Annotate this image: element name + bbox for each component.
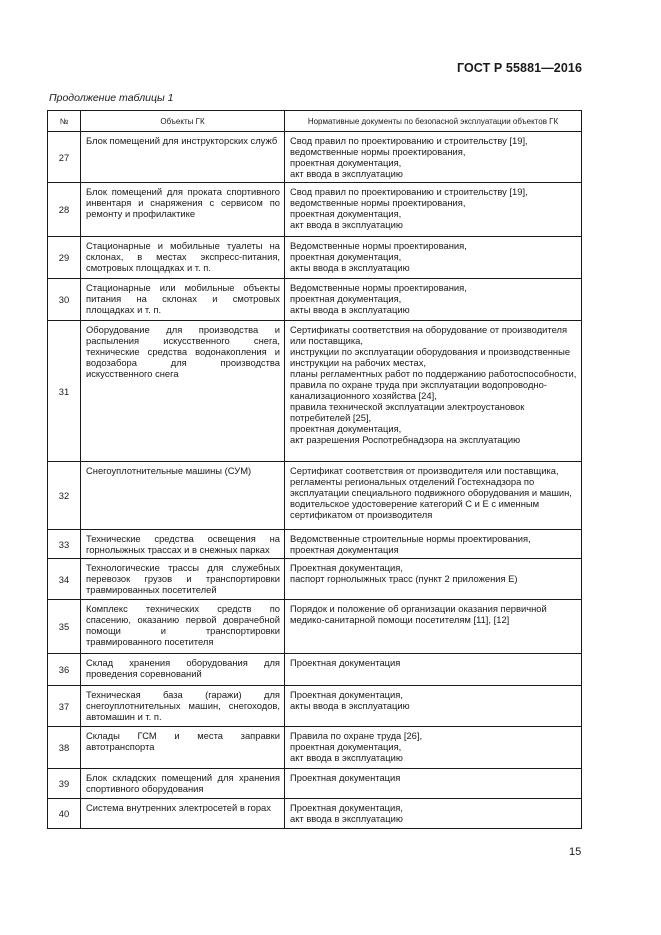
document-entry: паспорт горнолыжных трасс (пункт 2 приложения Е) [290, 573, 518, 584]
row-documents [285, 654, 582, 686]
row-documents [285, 279, 582, 321]
row-number: 30 [48, 279, 81, 321]
document-entry: Ведомственные строительные нормы проектирования, [290, 533, 531, 544]
document-entry: Проектная документация, [290, 562, 403, 573]
header-documents: Нормативные документы по безопасной эксплуатации объектов ГК [285, 111, 582, 132]
document-entry: акт ввода в эксплуатацию [290, 813, 403, 824]
row-number: 37 [48, 686, 81, 727]
document-entry: Свод правил по проектированию и строительству [19], [290, 186, 528, 197]
document-entry: проектная документация, [290, 208, 402, 219]
row-object: Технические средства освещения на горнолыжных трассах и в снежных парках [81, 530, 285, 559]
document-entry: Проектная документация, [290, 689, 403, 700]
row-object: Снегоуплотнительные машины (СУМ) [81, 462, 285, 530]
document-entry: Сертификаты соответствия на оборудование от производителя или поставщика, [290, 324, 568, 346]
document-entry: акты ввода в эксплуатацию [290, 262, 410, 273]
row-object: Блок складских помещений для хранения спортивного оборудования [81, 769, 285, 799]
header-number: № [48, 111, 81, 132]
row-documents [285, 799, 582, 829]
table-row [48, 321, 582, 462]
table-row [48, 559, 582, 600]
row-documents [285, 686, 582, 727]
document-entry: акты ввода в эксплуатацию [290, 304, 410, 315]
header-objects: Объекты ГК [81, 111, 285, 132]
document-entry: ведомственные нормы проектирования, [290, 146, 466, 157]
row-number: 39 [48, 769, 81, 799]
document-entry: правила технической эксплуатации электроустановок потребителей [25], [290, 401, 525, 423]
row-documents [285, 132, 582, 183]
document-entry: Проектная документация [290, 657, 401, 668]
document-entry: акт ввода в эксплуатацию [290, 752, 403, 763]
page-number: 15 [569, 846, 582, 858]
row-number: 27 [48, 132, 81, 183]
document-entry: акт ввода в эксплуатацию [290, 168, 403, 179]
document-entry: инструкции по эксплуатации оборудования и производственные инструкции на рабочих местах, [290, 346, 571, 368]
document-entry: регламенты региональных отделений Гостехнадзора по эксплуатации специального подвижного оборудования и машин, водительское удостоверение категорий С и Е с именным сертификатом от производителя [290, 476, 572, 520]
row-documents [285, 559, 582, 600]
document-entry: Проектная документация, [290, 802, 403, 813]
table-row [48, 237, 582, 279]
row-object: Комплекс технических средств по спасению, оказанию первой доврачебной помощи и транспортировки травмированного посетителя [81, 600, 285, 654]
table-body [48, 132, 582, 829]
objects-table [47, 110, 582, 829]
document-entry: планы регламентных работ по поддержанию работоспособности, [290, 368, 577, 379]
row-object: Технологические трассы для служебных перевозок грузов и транспортировки травмированных посетителей [81, 559, 285, 600]
table-row [48, 769, 582, 799]
document-entry: проектная документация, [290, 741, 402, 752]
row-object: Склад хранения оборудования для проведения соревнований [81, 654, 285, 686]
row-documents [285, 462, 582, 530]
document-entry: проектная документация, [290, 157, 402, 168]
row-number: 34 [48, 559, 81, 600]
document-entry: проектная документация, [290, 251, 402, 262]
row-documents [285, 321, 582, 462]
row-object: Техническая база (гаражи) для снегоуплотнительных машин, снегоходов, автомашин и т. п. [81, 686, 285, 727]
table-row [48, 530, 582, 559]
row-number: 31 [48, 321, 81, 462]
table-row [48, 132, 582, 183]
row-documents [285, 769, 582, 799]
row-number: 40 [48, 799, 81, 829]
row-object: Склады ГСМ и места заправки автотранспорта [81, 727, 285, 769]
row-number: 33 [48, 530, 81, 559]
table-header-row [48, 111, 582, 132]
row-object: Блок помещений для проката спортивного инвентаря и снаряжения с сервисом по ремонту и профилактике [81, 183, 285, 237]
row-number: 29 [48, 237, 81, 279]
document-entry: проектная документация, [290, 293, 402, 304]
row-documents [285, 600, 582, 654]
document-entry: ведомственные нормы проектирования, [290, 197, 466, 208]
row-number: 36 [48, 654, 81, 686]
row-documents [285, 183, 582, 237]
table-row [48, 727, 582, 769]
document-entry: акт разрешения Роспотребнадзора на эксплуатацию [290, 434, 521, 445]
document-entry: акт ввода в эксплуатацию [290, 219, 403, 230]
document-entry: Ведомственные нормы проектирования, [290, 240, 467, 251]
document-entry: Проектная документация [290, 772, 401, 783]
row-number: 28 [48, 183, 81, 237]
document-entry: Ведомственные нормы проектирования, [290, 282, 467, 293]
document-entry: Сертификат соответствия от производителя или поставщика, [290, 465, 559, 476]
document-entry: проектная документация [290, 544, 399, 555]
document-entry: Порядок и положение об организации оказания первичной медико-санитарной помощи посетителям [11], [12] [290, 603, 547, 625]
table-row [48, 183, 582, 237]
row-object: Блок помещений для инструкторских служб [81, 132, 285, 183]
document-entry: проектная документация, [290, 423, 402, 434]
table-row [48, 686, 582, 727]
row-documents [285, 237, 582, 279]
row-object: Система внутренних электросетей в горах [81, 799, 285, 829]
table-row [48, 654, 582, 686]
table-row [48, 279, 582, 321]
row-number: 38 [48, 727, 81, 769]
table-row [48, 799, 582, 829]
table-row [48, 462, 582, 530]
document-entry: правила по охране труда при эксплуатации водопроводно-канализационного хозяйства [24], [290, 379, 547, 401]
row-number: 35 [48, 600, 81, 654]
row-number: 32 [48, 462, 81, 530]
document-entry: Правила по охране труда [26], [290, 730, 423, 741]
table-row [48, 600, 582, 654]
standard-code: ГОСТ Р 55881—2016 [456, 61, 582, 75]
document-entry: акты ввода в эксплуатацию [290, 700, 410, 711]
document-entry: Свод правил по проектированию и строительству [19], [290, 135, 528, 146]
row-object: Стационарные или мобильные объекты питания на склонах и смотровых площадках и т. п. [81, 279, 285, 321]
row-object: Стационарные и мобильные туалеты на склонах, в местах экспресс-питания, смотровых площадках и т. п. [81, 237, 285, 279]
row-object: Оборудование для производства и распыления искусственного снега, технические средства водонакопления и водозабора для производства искусственного снега [81, 321, 285, 462]
row-documents [285, 530, 582, 559]
row-documents [285, 727, 582, 769]
table-caption: Продолжение таблицы 1 [49, 92, 174, 104]
